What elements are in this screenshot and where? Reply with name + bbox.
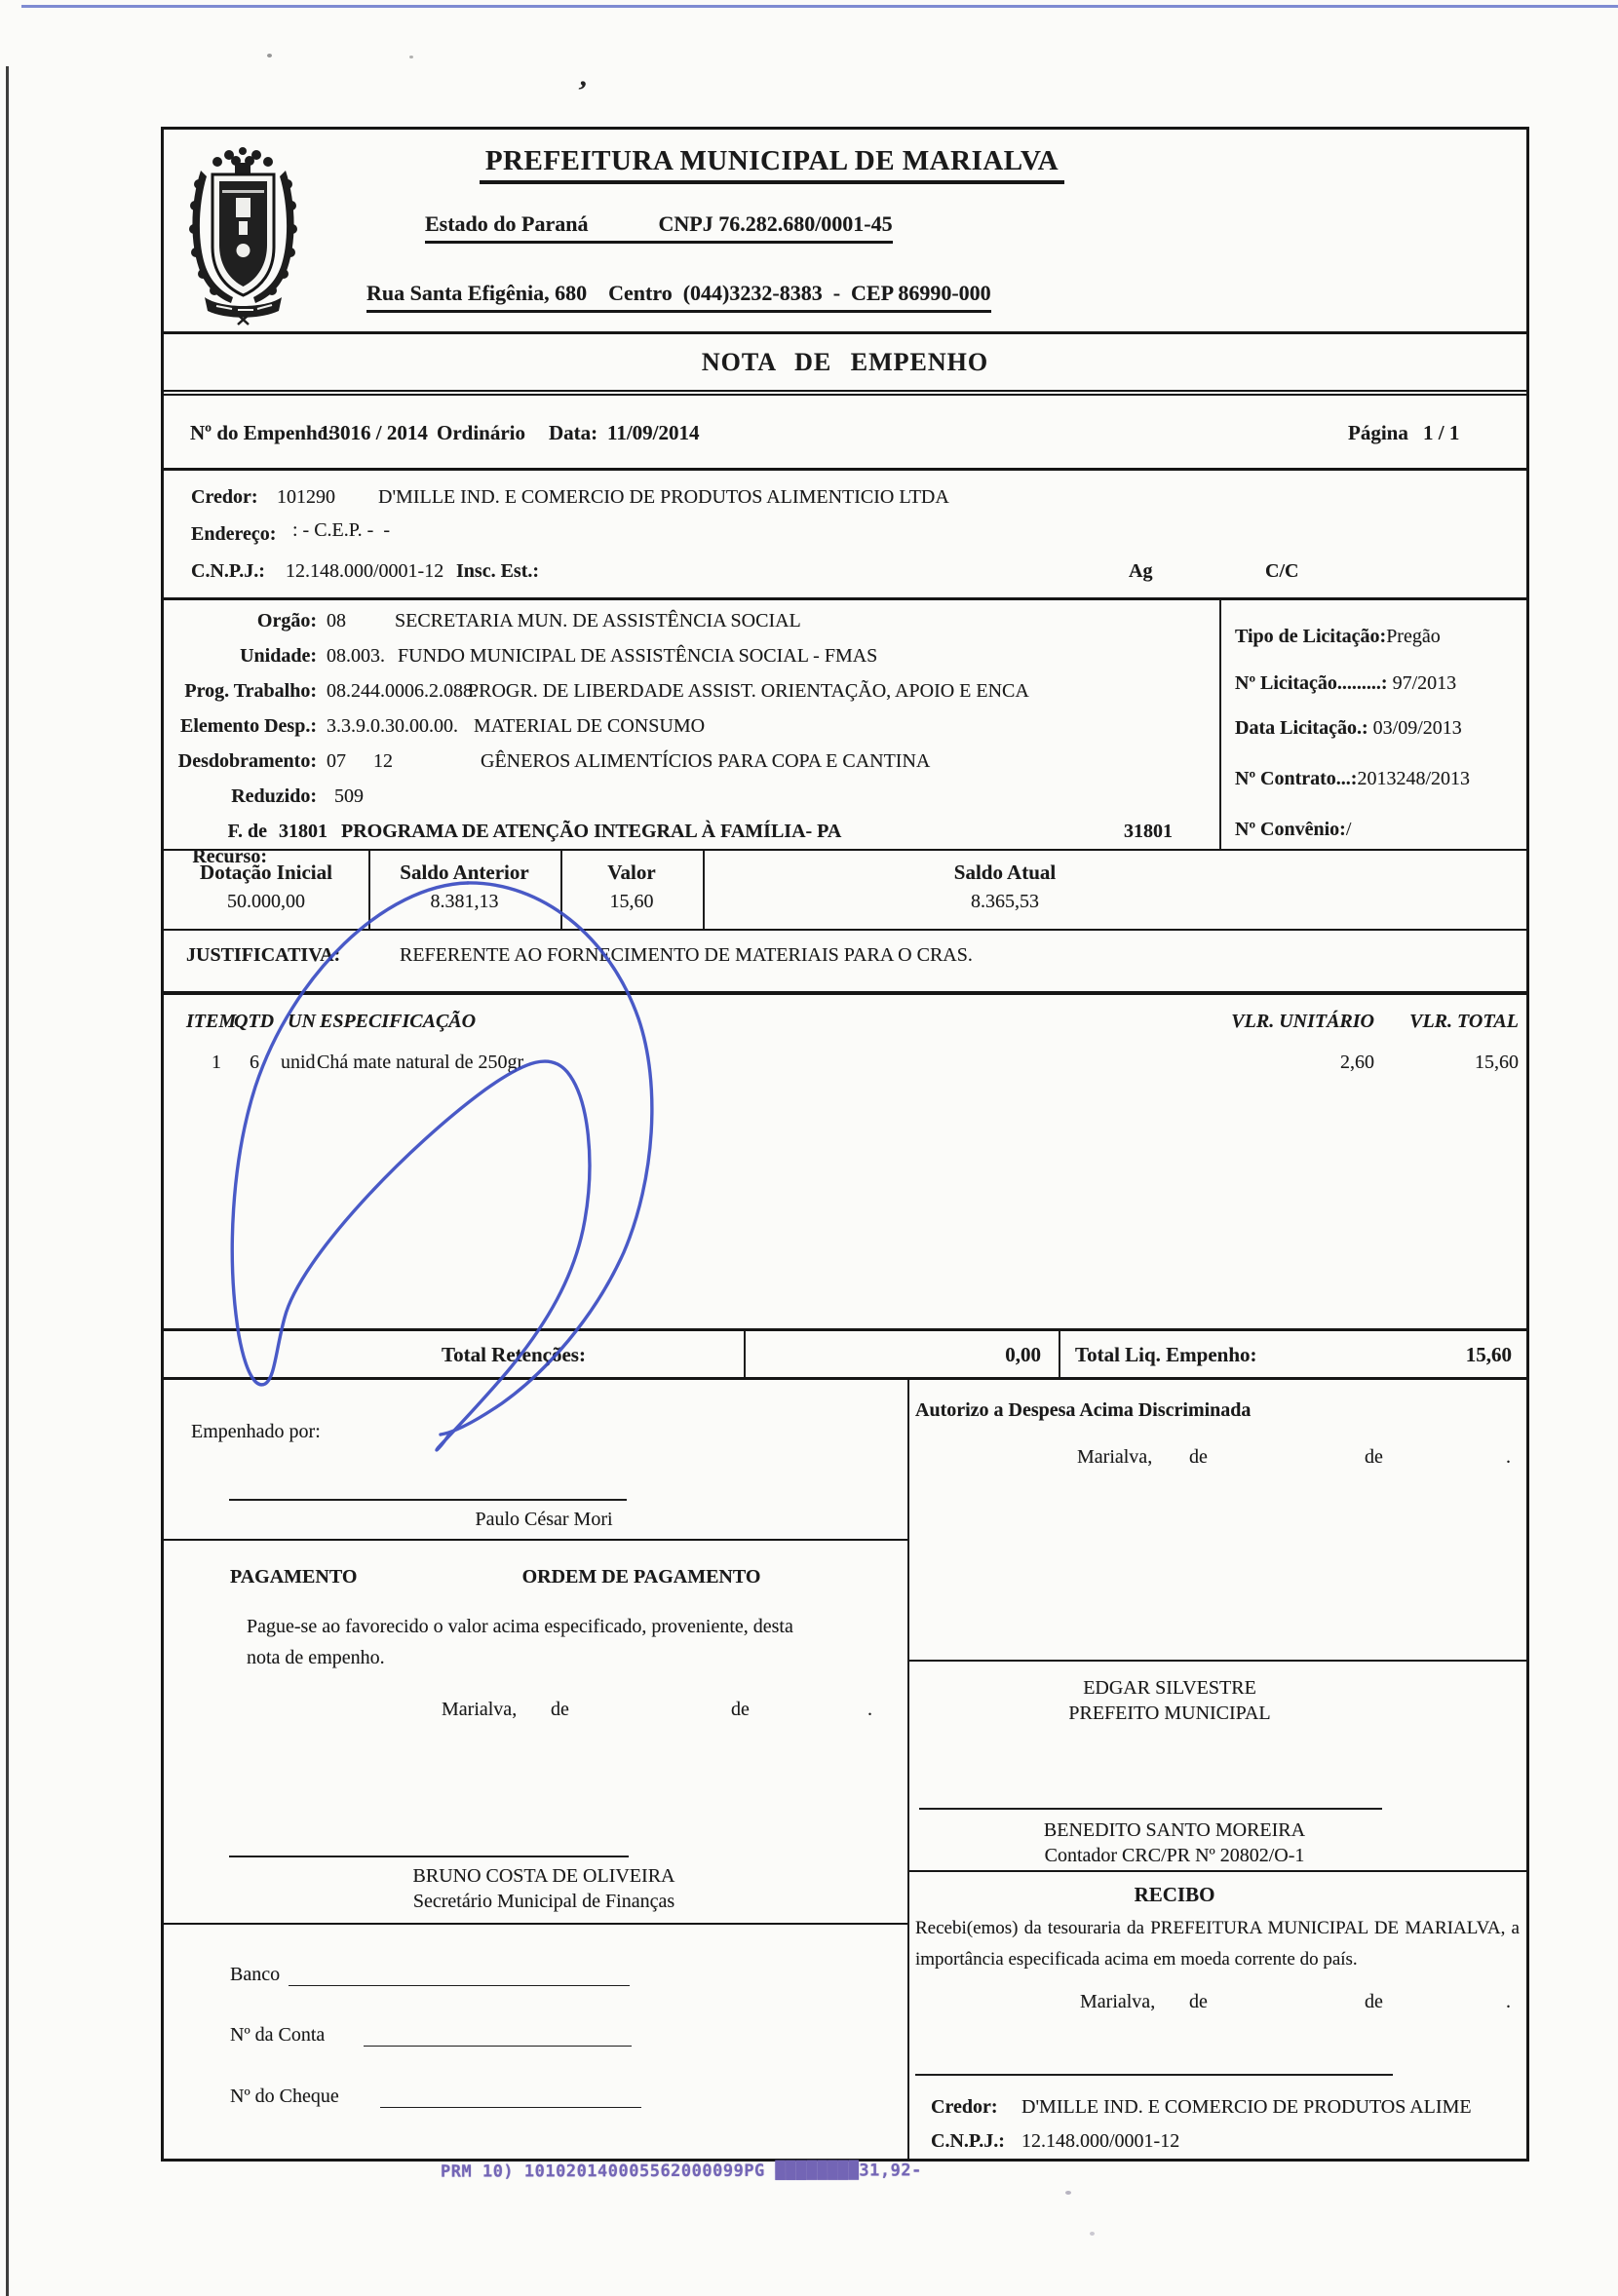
budget-label: Unidade: [240, 645, 317, 667]
recibo-credor-value: D'MILLE IND. E COMERCIO DE PRODUTOS ALIME [1021, 2096, 1472, 2118]
col-espec: ESPECIFICAÇÃO [320, 1011, 477, 1032]
budget-section [164, 600, 1526, 867]
signature-role-prefeito: PREFEITO MUNICIPAL [1068, 1703, 1271, 1724]
signature-name-empenhado: Paulo César Mori [475, 1509, 613, 1530]
nota-de-empenho-form [161, 127, 1529, 2162]
item-vlr-unitario: 2,60 [1340, 1052, 1374, 1073]
item-qtd: 6 [250, 1052, 259, 1073]
licitacao-label: Tipo de Licitação: [1235, 626, 1387, 647]
city-label: Marialva, [1080, 1991, 1156, 2012]
header-cnpj: CNPJ 76.282.680/0001-45 [658, 211, 893, 236]
items-header-row [164, 1011, 1526, 1038]
dotacao-cell-atual [829, 851, 1180, 913]
empenho-label: Nº do Empenho: [190, 421, 335, 444]
budget-code2: 12 [373, 750, 393, 772]
header-line2-wrap [425, 211, 893, 244]
budget-desc: FUNDO MUNICIPAL DE ASSISTÊNCIA SOCIAL - FMAS [398, 645, 878, 667]
licitacao-value: 97/2013 [1387, 672, 1457, 694]
licitacao-pane [1221, 600, 1526, 851]
budget-row-unidade [164, 635, 1216, 670]
header-line3-wrap [366, 281, 991, 313]
form-header-section [164, 130, 1526, 334]
empenho-number-row [164, 396, 1526, 471]
budget-desc: PROGR. DE LIBERDADE ASSIST. ORIENTAÇÃO, APOIO E ENCA [468, 680, 1029, 702]
empenhado-label: Empenhado por: [191, 1421, 321, 1442]
ordem-pagamento-title: ORDEM DE PAGAMENTO [521, 1566, 761, 1588]
pagamento-box [164, 1541, 907, 1925]
col-vlr-unitario: VLR. UNITÁRIO [1231, 1011, 1374, 1032]
signature-name-prefeito: EDGAR SILVESTRE [1083, 1677, 1256, 1699]
credor-code: 101290 [277, 486, 335, 508]
totals-divider-1 [744, 1331, 746, 1377]
budget-code: 509 [334, 785, 364, 807]
credor-section [164, 471, 1526, 600]
budget-row-reduzido [164, 776, 1216, 811]
budget-code: 08 [327, 610, 346, 631]
signature-role-secretario: Secretário Municipal de Finanças [412, 1891, 675, 1912]
licitacao-value: 2013248/2013 [1357, 768, 1471, 789]
budget-label: Desdobramento: [177, 750, 317, 772]
scan-speck-dot4 [1090, 2232, 1095, 2236]
recibo-city-date-line [909, 1989, 1526, 2018]
cheque-label: Nº do Cheque [230, 2086, 339, 2107]
dot-label: . [1506, 1446, 1511, 1468]
justificativa-text: REFERENTE AO FORNECIMENTO DE MATERIAIS PARA O CRAS. [400, 944, 973, 966]
recibo-title: RECIBO [1134, 1883, 1215, 1906]
empenho-date: 11/09/2014 [607, 421, 700, 444]
dotacao-header: Valor [607, 861, 656, 884]
signature-line-contador [919, 1808, 1382, 1810]
endereco-label: Endereço: [191, 523, 277, 545]
dotacao-header: Saldo Atual [953, 861, 1057, 884]
total-liq-value: 15,60 [1465, 1343, 1512, 1366]
item-espec: Chá mate natural de 250gr [317, 1052, 524, 1073]
budget-desc: GÊNEROS ALIMENTÍCIOS PARA COPA E CANTINA [481, 750, 931, 772]
doc-title: NOTA DE EMPENHO [701, 348, 989, 376]
dotacao-header: Dotação Inicial [200, 861, 332, 884]
item-un: unid [281, 1052, 316, 1073]
col-item: ITEM [186, 1011, 237, 1032]
dotacao-cell-inicial [164, 851, 368, 913]
page-title: PREFEITURA MUNICIPAL DE MARIALVA [480, 145, 1064, 184]
recibo-cnpj-line [909, 2128, 1526, 2158]
de-label: de [1365, 1446, 1383, 1468]
budget-code: 08.244.0006.2.088. [327, 680, 478, 702]
header-estado: Estado do Paraná [425, 211, 589, 236]
totals-divider-2 [1059, 1331, 1060, 1377]
autorizo-title: Autorizo a Despesa Acima Discriminada [915, 1399, 1252, 1421]
budget-label: Elemento Desp.: [180, 715, 317, 737]
signature-role-contador: Contador CRC/PR Nº 20802/O-1 [1044, 1845, 1305, 1866]
conta-label: Nº da Conta [230, 2024, 326, 2046]
scan-speck-dot3 [1065, 2191, 1071, 2195]
budget-label: Prog. Trabalho: [184, 680, 317, 702]
cnpj-value: 12.148.000/0001-12 [286, 560, 444, 582]
recibo-credor-label: Credor: [931, 2096, 998, 2118]
dotacao-value: 8.381,13 [430, 891, 499, 912]
licitacao-row [1235, 766, 1470, 791]
dotacao-value: 50.000,00 [227, 891, 305, 912]
items-table [164, 995, 1526, 1331]
empenho-page-label: Página [1348, 421, 1408, 444]
recibo-box [909, 1872, 1526, 2159]
de-label: de [1365, 1991, 1383, 2012]
dotacao-header: Saldo Anterior [400, 861, 529, 884]
scan-speck-dot1 [267, 54, 272, 57]
licitacao-label: Nº Convênio: [1235, 819, 1346, 840]
justificativa-section [164, 931, 1526, 995]
budget-row-elemento [164, 706, 1216, 741]
budget-extra-code: 31801 [1124, 821, 1173, 842]
budget-desc: SECRETARIA MUN. DE ASSISTÊNCIA SOCIAL [395, 610, 801, 631]
licitacao-label: Nº Contrato...: [1235, 768, 1358, 789]
dotacao-value: 15,60 [609, 891, 654, 912]
cnpj-label: C.N.P.J.: [191, 560, 265, 582]
empenhado-box [164, 1380, 907, 1541]
dot-label: . [867, 1699, 872, 1720]
budget-label: Orgão: [256, 610, 317, 631]
budget-row-prog-trabalho [164, 670, 1216, 706]
prefeito-box [909, 1662, 1526, 1872]
empenho-page-value: 1 / 1 [1423, 421, 1460, 444]
endereco-value: : - C.E.P. - - [292, 519, 390, 541]
banco-fill-line [289, 1985, 630, 1986]
licitacao-value: 03/09/2013 [1368, 717, 1462, 739]
dotacao-cell-anterior [368, 851, 560, 913]
scan-artifact-left-edge-line [6, 66, 9, 2296]
totals-row [164, 1331, 1526, 1380]
dotacao-divider-3 [703, 851, 705, 929]
dot-label: . [1506, 1991, 1511, 2012]
dotacao-cell-valor [560, 851, 703, 913]
total-liq-label: Total Liq. Empenho: [1075, 1343, 1257, 1366]
de-label: de [1189, 1446, 1208, 1468]
doc-title-banner [164, 334, 1526, 396]
header-address: Rua Santa Efigênia, 680 Centro (044)3232-8383 - CEP 86990-000 [366, 281, 991, 313]
pagamento-city-date-line [164, 1697, 907, 1726]
item-vlr-total: 15,60 [1475, 1052, 1519, 1073]
budget-desc: PROGRAMA DE ATENÇÃO INTEGRAL À FAMÍLIA- PA [341, 821, 842, 842]
header-title-wrap [366, 145, 1177, 184]
autorizo-box [909, 1380, 1526, 1662]
credor-name: D'MILLE IND. E COMERCIO DE PRODUTOS ALIMENTICIO LTDA [378, 486, 949, 508]
insc-est-label: Insc. Est.: [456, 560, 540, 582]
signature-name-contador: BENEDITO SANTO MOREIRA [1043, 1819, 1306, 1841]
licitacao-row [1235, 670, 1456, 696]
banking-box [164, 1925, 907, 2159]
licitacao-value: Pregão [1386, 626, 1441, 647]
signature-name-secretario: BRUNO COSTA DE OLIVEIRA [412, 1865, 675, 1887]
scan-speck-dot2 [409, 56, 413, 58]
item-number: 1 [212, 1052, 221, 1073]
signature-line-empenhado [229, 1499, 627, 1501]
credor-label: Credor: [191, 486, 258, 508]
licitacao-value: / [1345, 819, 1352, 840]
recibo-cnpj-value: 12.148.000/0001-12 [1021, 2130, 1180, 2152]
pagamento-text: Pague-se ao favorecido o valor acima especificado, proveniente, desta nota de empenho. [247, 1616, 793, 1668]
dot-matrix-payment-stamp: PRM 10) 101020140005562000099PG ████████31,92- [440, 2161, 922, 2182]
recibo-cnpj-label: C.N.P.J.: [931, 2130, 1005, 2152]
licitacao-label: Nº Licitação.........: [1235, 672, 1388, 694]
licitacao-row [1235, 715, 1462, 741]
dotacao-row [164, 851, 1526, 931]
recibo-credor-line [909, 2094, 1526, 2124]
cheque-fill-line [380, 2107, 641, 2108]
budget-code: 31801 [279, 821, 327, 842]
de-label: de [1189, 1991, 1208, 2012]
justificativa-label: JUSTIFICATIVA: [186, 944, 341, 966]
empenho-number: 13016 / 2014 [320, 421, 428, 444]
total-retencoes-label: Total Retenções: [442, 1343, 586, 1366]
licitacao-row [1235, 624, 1441, 649]
signature-line-secretario [229, 1856, 629, 1857]
de-label: de [551, 1699, 569, 1720]
ag-label: Ag [1129, 560, 1153, 582]
col-vlr-total: VLR. TOTAL [1409, 1011, 1519, 1032]
cc-label: C/C [1265, 560, 1299, 582]
autorizo-city-date-line [909, 1444, 1526, 1473]
budget-code: 3.3.9.0.30.00.00. [327, 715, 458, 737]
empenho-type: Ordinário [437, 421, 526, 444]
budget-row-orgao [164, 600, 1216, 635]
recibo-text: Recebi(emos) da tesouraria da PREFEITURA MUNICIPAL DE MARIALVA, a importância especificada acima em moeda corrente do país. [915, 1918, 1520, 1970]
item-row [164, 1052, 1526, 1079]
budget-code: 07 [327, 750, 346, 772]
de-label: de [731, 1699, 750, 1720]
signatures-section [164, 1380, 1526, 2159]
col-qtd: QTD [234, 1011, 275, 1032]
conta-fill-line [364, 2046, 632, 2047]
budget-label: Reduzido: [231, 785, 317, 807]
municipal-coat-of-arms-logo [187, 141, 299, 326]
budget-row-desdobramento [164, 741, 1216, 776]
banco-label: Banco [230, 1964, 281, 1985]
col-un: UN [288, 1011, 316, 1032]
licitacao-row [1235, 817, 1351, 842]
total-retencoes-value: 0,00 [1005, 1343, 1041, 1366]
dotacao-value: 8.365,53 [971, 891, 1039, 912]
city-label: Marialva, [442, 1699, 518, 1720]
scan-artifact-top-blue-line [21, 5, 1618, 8]
scan-speck-apostrophe: , [577, 59, 592, 94]
budget-code: 08.003. [327, 645, 385, 667]
empenho-date-label: Data: [549, 421, 598, 444]
budget-label: F. de Recurso: [192, 821, 267, 867]
pagamento-title: PAGAMENTO [230, 1566, 358, 1588]
recibo-signature-line [915, 2074, 1393, 2076]
budget-desc: MATERIAL DE CONSUMO [474, 715, 706, 737]
licitacao-label: Data Licitação.: [1235, 717, 1368, 739]
city-label: Marialva, [1077, 1446, 1153, 1468]
budget-row-f-recurso [164, 811, 1216, 867]
